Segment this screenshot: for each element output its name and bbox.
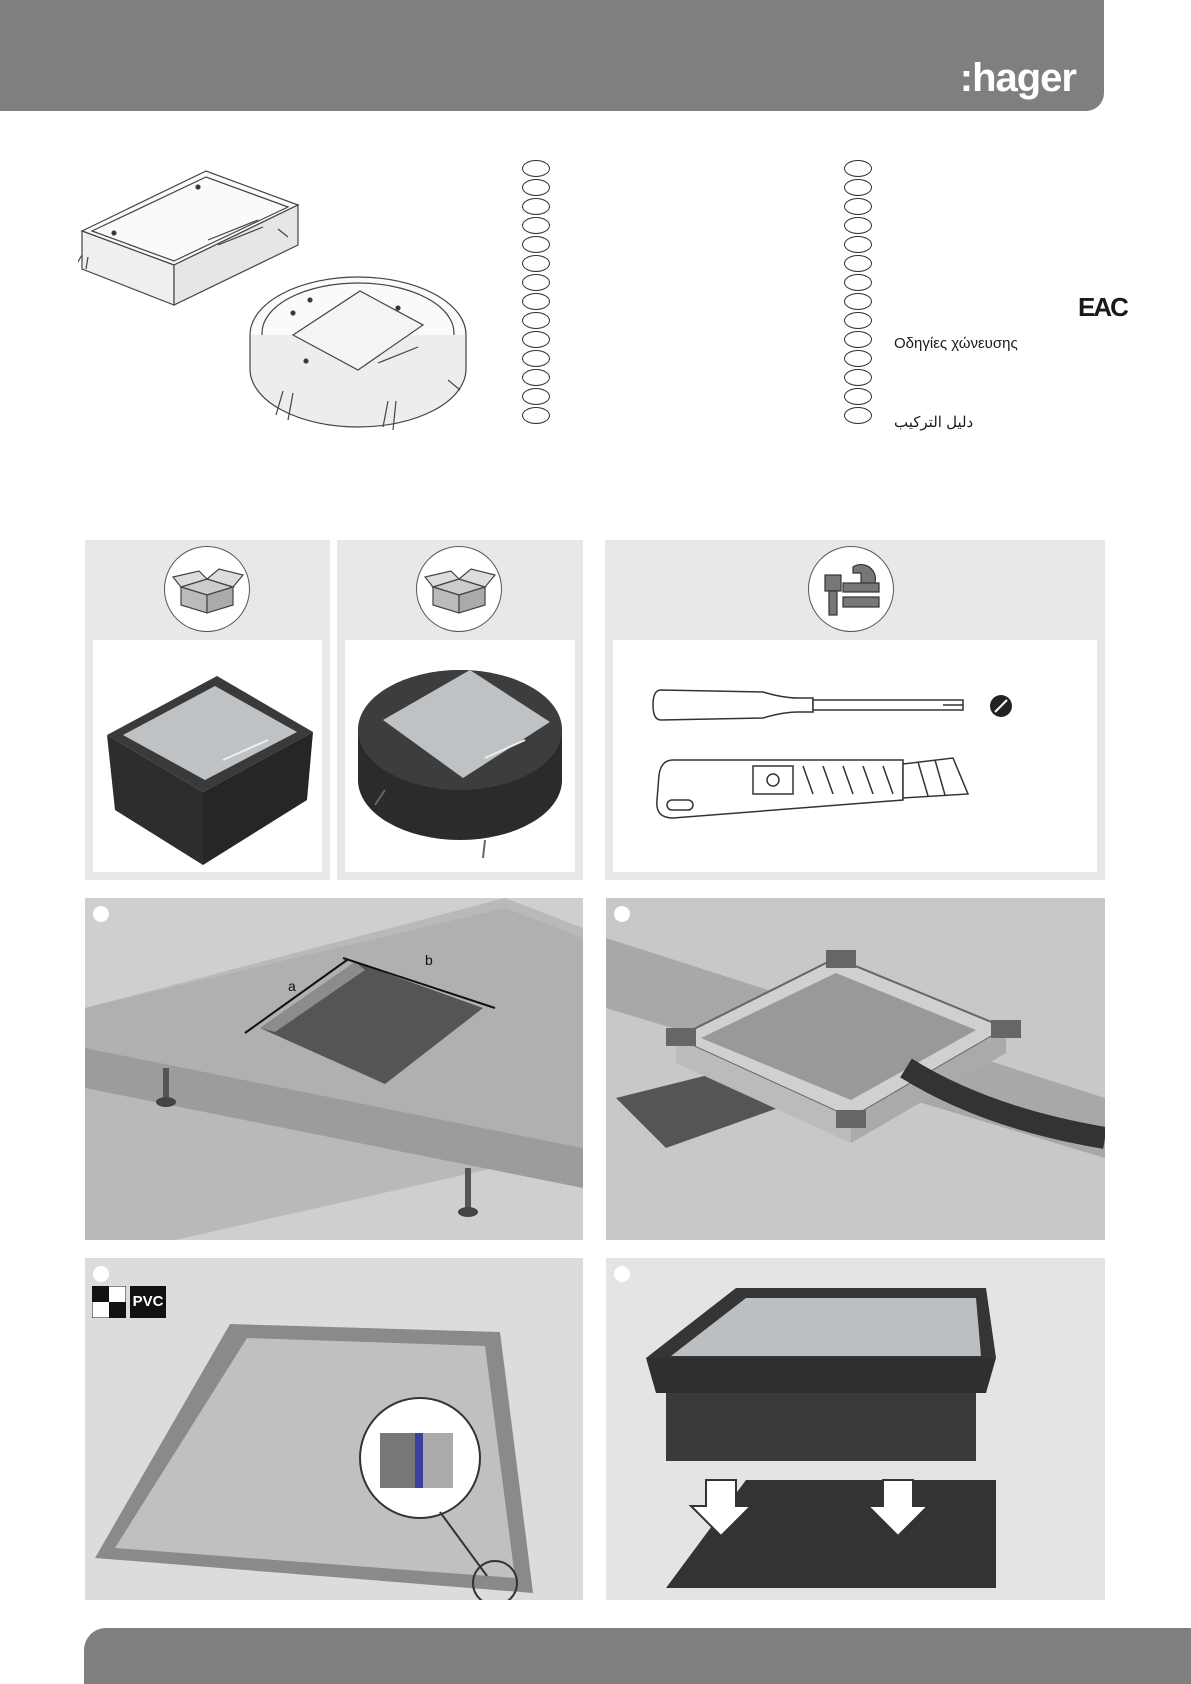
box-icon xyxy=(164,546,250,632)
tools-icon xyxy=(808,546,894,632)
language-oval xyxy=(844,331,872,348)
step-number-dot xyxy=(614,1266,630,1282)
language-oval xyxy=(522,236,550,253)
hager-logo: :hager xyxy=(959,56,1076,100)
language-oval xyxy=(522,160,550,177)
language-oval xyxy=(844,388,872,405)
language-oval xyxy=(522,198,550,215)
language-oval xyxy=(844,236,872,253)
language-oval xyxy=(522,407,550,424)
screwdriver-icon xyxy=(653,690,963,720)
arabic-label: دليل التركيب xyxy=(894,414,974,431)
tools-image xyxy=(613,640,1097,872)
round-box-image-frame xyxy=(345,640,575,872)
step-1-cut-floor xyxy=(85,898,583,1240)
round-floor-box-image xyxy=(345,640,575,872)
tools-image-frame xyxy=(613,640,1097,872)
footer-bar xyxy=(84,1628,1191,1684)
eac-mark: EAC xyxy=(1078,292,1127,322)
insert-box-image xyxy=(606,1258,1105,1600)
dimension-b-label: b xyxy=(425,952,433,968)
raised-floor-image xyxy=(85,898,583,1240)
language-oval xyxy=(522,217,550,234)
frame-conduit-image xyxy=(606,898,1105,1240)
step-2-frame-with-conduit xyxy=(606,898,1105,1240)
language-oval xyxy=(522,388,550,405)
square-box-image-frame xyxy=(93,640,322,872)
language-oval xyxy=(844,293,872,310)
square-floor-box-image xyxy=(93,640,322,872)
language-oval xyxy=(522,274,550,291)
language-oval xyxy=(522,293,550,310)
language-oval xyxy=(522,255,550,272)
checkerboard-icon xyxy=(92,1286,126,1318)
step-number-dot xyxy=(93,906,109,922)
box-contents-panel-square xyxy=(85,540,330,880)
language-oval xyxy=(844,369,872,386)
language-oval xyxy=(844,312,872,329)
greek-label: Οδηγίες χώνευσης xyxy=(894,335,1018,352)
tools-panel xyxy=(605,540,1105,880)
dimension-a-label: a xyxy=(288,978,296,994)
language-oval-column-1 xyxy=(522,160,552,430)
step-number-dot xyxy=(93,1266,109,1282)
language-oval xyxy=(522,179,550,196)
step-number-dot xyxy=(614,906,630,922)
language-oval xyxy=(844,179,872,196)
header-bar xyxy=(0,0,1104,111)
language-oval xyxy=(522,350,550,367)
box-icon xyxy=(416,546,502,632)
language-oval xyxy=(522,369,550,386)
language-oval xyxy=(844,274,872,291)
step-4-insert-box xyxy=(606,1258,1105,1600)
product-drawing xyxy=(78,165,498,470)
language-oval xyxy=(844,160,872,177)
pvc-label: PVC xyxy=(130,1286,166,1318)
language-oval xyxy=(844,350,872,367)
language-oval xyxy=(844,407,872,424)
utility-knife-icon xyxy=(657,758,968,818)
language-oval xyxy=(844,255,872,272)
language-oval xyxy=(844,217,872,234)
language-oval xyxy=(522,331,550,348)
box-contents-panel-round xyxy=(337,540,583,880)
language-oval xyxy=(844,198,872,215)
language-oval-column-2 xyxy=(844,160,874,430)
language-oval xyxy=(522,312,550,329)
